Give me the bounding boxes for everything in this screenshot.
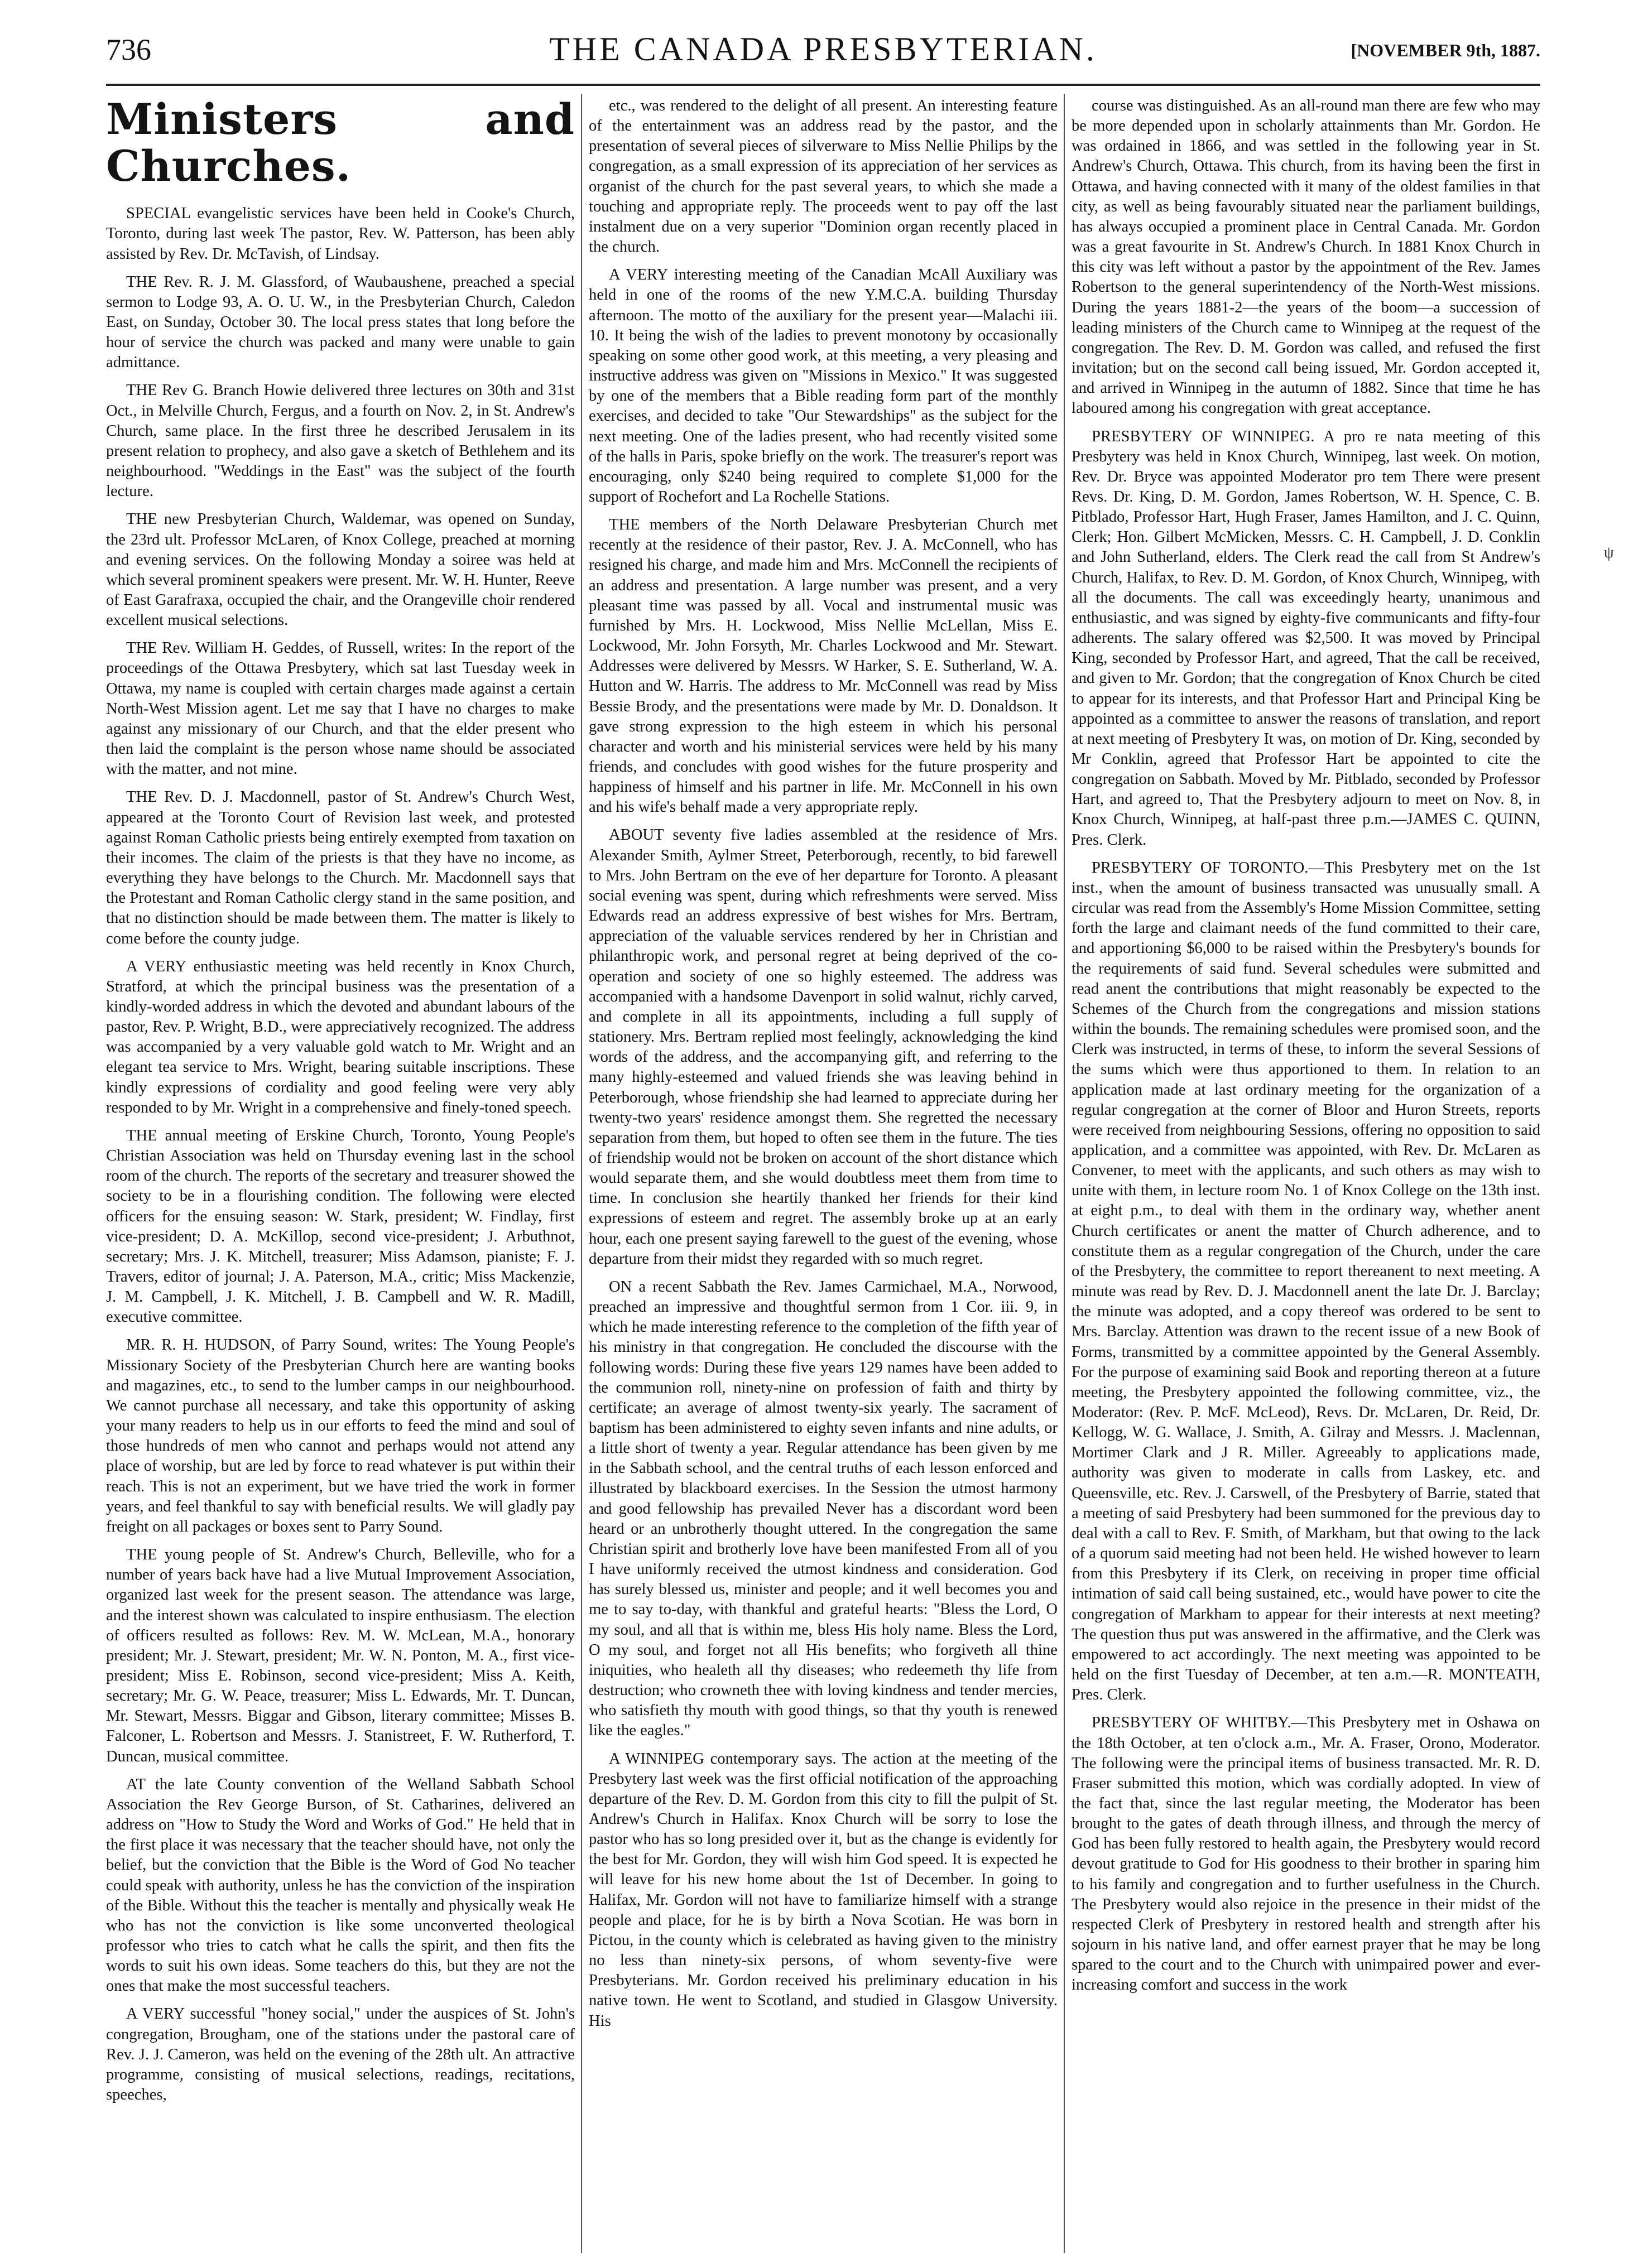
column-3 <box>1072 96 1540 2250</box>
page-number: 736 <box>106 33 151 66</box>
article-paragraph: THE young people of St. Andrew's Church, Belleville, who for a number of years back have had a live Mutual Improvement Association, organized last week for the present season. The attendance was large, and the interest shown was calculated to inspire enthusiasm. The election of officers resulted as follows: Rev. M. W. McLean, M.A., honorary president; Mr. J. Stewart, president; Mr. W. N. Ponton, M. A., first vice-president; Miss E. Robinson, second vice-president; Miss A. Keith, secretary; Mr. G. W. Peace, treasurer; Miss L. Edwards, Mr. T. Duncan, Mr. Stewart, Messrs. Biggar and Gibson, literary committee; Misses B. Falconer, L. Robertson and Messrs. J. Stanistreet, F. W. Rutherford, T. Duncan, musical committee. <box>106 1546 575 1765</box>
article-paragraph: THE annual meeting of Erskine Church, Toronto, Young People's Christian Association was held on Thursday evening last in the school room of the church. The reports of the secretary and treasurer showed the society to be in a flourishing condition. The following were elected officers for the ensuing season: W. Stark, president; W. Findlay, first vice-president; D. A. McKillop, second vice-president; J. Arbuthnot, secretary; Mrs. J. K. Mitchell, treasurer; Miss Adamson, pianiste; F. J. Travers, editor of journal; J. A. Paterson, M.A., critic; Miss Mackenzie, J. M. Campbell, J. K. Mitchell, J. B. Campbell and W. R. Madill, executive committee. <box>106 1126 575 1326</box>
article-paragraph: A VERY enthusiastic meeting was held recently in Knox Church, Stratford, at which the principal business was the presentation of a kindly-worded address in which the devoted and abundant labours of the pastor, Rev. P. Wright, B.D., were appreciatively recognized. The address was accompanied by a very valuable gold watch to Mr. Wright and an elegant tea service to Mrs. Wright, bearing suitable inscriptions. These kindly expressions of cordiality and good feeling were very ably responded to by Mr. Wright in a comprehensive and finely-toned speech. <box>106 957 575 1116</box>
article-paragraph: THE members of the North Delaware Presbyterian Church met recently at the residence of their pastor, Rev. J. A. McConnell, who has resigned his charge, and made him and Mrs. McConnell the recipients of an address and presentation. A large number was present, and a very pleasant time was passed by all. Vocal and instrumental music was furnished by Mrs. H. Lockwood, Miss Nellie McLellan, Miss E. Lockwood, Mr. John Forsyth, Mr. Charles Lockwood and Mr. Stewart. Addresses were delivered by Messrs. W Harker, S. E. Sutherland, W. A. Hutton and W. Harris. The address to Mr. McConnell was read by Miss Bessie Brody, and the presentations were made by Mr. D. Donaldson. It gave strong expression to the high esteem in which his personal character and worth and his ministerial services were held by his many friends, and concludes with good wishes for the future prosperity and happiness of himself and his partner in life. Mr. McConnell in his own and his wife's behalf made a very appropriate reply. <box>589 516 1058 816</box>
column-1-body <box>106 204 575 2105</box>
article-paragraph: SPECIAL evangelistic services have been held in Cooke's Church, Toronto, during last week The pastor, Rev. W. Patterson, has been ably assisted by Rev. Dr. McTavish, of Lindsay. <box>106 205 575 263</box>
article-paragraph: A WINNIPEG contemporary says. The action at the meeting of the Presbytery last week was the first official notification of the approaching departure of the Rev. D. M. Gordon from this city to fill the pulpit of St. Andrew's Church in Halifax. Knox Church will be sorry to lose the pastor who has so long presided over it, but as the change is evidently for the best for Mr. Gordon, they will wish him God speed. It is expected he will leave for his new home about the 1st of December. In going to Halifax, Mr. Gordon will not have to familiarize himself with a strange people and place, for he is by birth a Nova Scotian. He was born in Pictou, in the county which is celebrated as having given to the ministry no less than ninety-six persons, of whom seventy-five were Presbyterians. Mr. Gordon received his preliminary education in his native town. He went to Scotland, and studied in Glasgow University. His <box>589 1750 1058 2030</box>
article-paragraph: etc., was rendered to the delight of all present. An interesting feature of the entertainment was an address read by the pastor, and the presentation of several pieces of silverware to Miss Nellie Philips by the congregation, as a small expression of its appreciation of her services as organist of the church for the past several years, to which she made a touching and appropriate reply. The proceeds went to pay off the last instalment due on a very superior "Dominion organ recently placed in the church. <box>589 97 1058 256</box>
column-divider <box>1064 94 1065 2253</box>
article-paragraph: PRESBYTERY OF WINNIPEG. A pro re nata meeting of this Presbytery was held in Knox Church, Winnipeg, last week. On motion, Rev. Dr. Bryce was appointed Moderator pro tem There were present Revs. Dr. King, D. M. Gordon, James Robertson, W. H. Spence, C. B. Pitblado, Professor Hart, Hugh Fraser, James Hamilton, and J. C. Quinn, Clerk; Hon. Gilbert McMicken, Messrs. C. H. Campbell, J. D. Conklin and John Sutherland, elders. The Clerk read the call from St Andrew's Church, Halifax, to Rev. D. M. Gordon, of Knox Church, Winnipeg, with all the documents. The call was exceedingly hearty, unanimous and enthusiastic, and was signed by eighty-five communicants and fifty-four adherents. The salary offered was $2,500. It was moved by Principal King, seconded by Professor Hart, and agreed, That the call be received, and given to Mr. Gordon; that the congregation of Knox Church be cited to appear for its interests, and that Professor Hart and Principal King be appointed as a committee to answer the reasons of translation, and report at next meeting of Presbytery It was, on motion of Dr. King, seconded by Mr Conklin, agreed that Professor Hart be appointed to cite the congregation on Sabbath. Moved by Mr. Pitblado, seconded by Professor Hart, and agreed to, That the Presbytery adjourn to meet on Nov. 8, in Knox Church, Winnipeg, at half-past three p.m.—JAMES C. QUINN, Pres. Clerk. <box>1072 427 1540 849</box>
article-paragraph: THE new Presbyterian Church, Waldemar, was opened on Sunday, the 23rd ult. Professor McLaren, of Knox College, preached at morning and evening services. On the following Monday a soiree was held at which several prominent speakers were present. Mr. W. H. Hunter, Reeve of East Garafraxa, occupied the chair, and the Orangeville choir rendered excellent musical selections. <box>106 511 575 629</box>
article-paragraph: PRESBYTERY OF WHITBY.—This Presbytery met in Oshawa on the 18th October, at ten o'clock a.m., Mr. A. Fraser, Orono, Moderator. The following were the principal items of business transacted. Mr. R. D. Fraser submitted this motion, which was cordially adopted. In view of the fact that, since the last regular meeting, the Moderator has been brought to the gates of death through illness, and through the mercy of God has been fully restored to health again, the Presbytery would record devout gratitude to God for His goodness to their brother in sparing him to his family and congregation and to further usefulness in the Church. The Presbytery would also rejoice in the presence in their midst of the respected Clerk of Presbytery in restored health and strength after his sojourn in his native land, and offer earnest prayer that he may be long spared to the court and to the Church with unimpaired power and ever-increasing comfort and success in the work <box>1072 1714 1540 1994</box>
article-paragraph: THE Rev. William H. Geddes, of Russell, writes: In the report of the proceedings of the Ottawa Presbytery, which sat last Tuesday week in Ottawa, my name is coupled with certain charges made against a certain North-West Mission agent. Let me say that I have no charges to make against any missionary of our Church, and that the elder present who then laid the complaint is the person whose name should be associated with the matter, and not mine. <box>106 639 575 778</box>
article-paragraph: ABOUT seventy five ladies assembled at the residence of Mrs. Alexander Smith, Aylmer Street, Peterborough, recently, to bid farewell to Mrs. John Bertram on the eve of her departure for Toronto. A pleasant social evening was spent, during which refreshments were served. Miss Edwards read an address expressive of best wishes for Mrs. Bertram, appreciation of the valuable services rendered by her in Christian and philanthropic work, and personal regret at being deprived of the co-operation and society of one so highly esteemed. The address was accompanied with a handsome Davenport in solid walnut, richly carved, and complete in all its appointments, including a full supply of stationery. Mrs. Bertram replied most feelingly, acknowledging the kind words of the address, and the accompanying gift, and referring to the many highly-esteemed and valued friends she was leaving behind in Peterborough, whose friendship she had learned to appreciate during her twenty-two years' residence amongst them. She regretted the necessary separation from them, but hoped to often see them in the future. The ties of friendship would not be broken on account of the short distance which would separate them, and she would doubtless meet them from time to time. In conclusion she heartily thanked her friends for their kind expressions of esteem and regret. The assembly broke up at an early hour, each one present saying farewell to the guest of the evening, whose departure from their midst they regarded with so much regret. <box>589 826 1058 1268</box>
column-2-body <box>589 96 1058 2031</box>
newspaper-title: THE CANADA PRESBYTERIAN. <box>549 31 1097 68</box>
article-paragraph: A VERY successful "honey social," under the auspices of St. John's congregation, Brougham, one of the stations under the pastoral care of Rev. J. J. Cameron, was held on the evening of the 28th ult. An attractive programme, consisting of musical selections, readings, recitations, speeches, <box>106 2005 575 2104</box>
column-1 <box>106 96 575 2250</box>
section-title: Ministers and Churches. <box>106 96 575 191</box>
article-paragraph: THE Rev. R. J. M. Glassford, of Waubaushene, preached a special sermon to Lodge 93, A. O. U. W., in the Presbyterian Church, Caledon East, on Sunday, October 30. The local press states that long before the hour of service the church was packed and many were unable to gain admittance. <box>106 273 575 372</box>
header-rule <box>106 84 1540 86</box>
article-paragraph: ON a recent Sabbath the Rev. James Carmichael, M.A., Norwood, preached an impressive and thoughtful sermon from 1 Cor. iii. 9, in which he made interesting reference to the completion of the fifth year of his ministry in that congregation. He concluded the discourse with the following words: During these five years 129 names have been added to the communion roll, ninety-nine on profession of faith and thirty by certificate; an average of almost twenty-six yearly. The sacrament of baptism has been administered to eighty seven infants and nine adults, or a little short of twenty a year. Regular attendance has been given by me in the Sabbath school, and the central truths of each lesson enforced and illustrated by blackboard exercises. In the Session the utmost harmony and good fellowship has prevailed Never has a discordant word been heard or an unbrotherly thought uttered. In the congregation the same Christian spirit and brotherly love have been manifested From all of you I have uniformly received the utmost kindness and consideration. God has surely blessed us, minister and people; and it well becomes you and me to say to-day, with thankful and grateful hearts: "Bless the Lord, O my soul, and all that is within me, bless His holy name. Bless the Lord, O my soul, and forget not all His benefits; who forgiveth all thine iniquities, who healeth all thy diseases; who redeemeth thy life from destruction; who crowneth thee with loving kindness and tender mercies, who satisfieth thy mouth with good things, so that thy youth is renewed like the eagles." <box>589 1278 1058 1740</box>
column-2 <box>589 96 1058 2250</box>
column-divider <box>581 94 582 2253</box>
article-paragraph: THE Rev. D. J. Macdonnell, pastor of St. Andrew's Church West, appeared at the Toronto Court of Revision last week, and protested against Roman Catholic priests being entirely exempted from taxation on their incomes. The claim of the priests is that they have no income, as everything they have belongs to the Church. Mr. Macdonnell says that the Protestant and Roman Catholic clergy stand in the same position, and that no distinction should be made between them. The matter is likely to come before the county judge. <box>106 788 575 947</box>
issue-date: [NOVEMBER 9th, 1887. <box>1351 40 1540 60</box>
column-3-body <box>1072 96 1540 1996</box>
article-paragraph: THE Rev G. Branch Howie delivered three lectures on 30th and 31st Oct., in Melville Church, Fergus, and a fourth on Nov. 2, in St. Andrew's Church, same place. In the first three he described Jerusalem in its present relation to prophecy, and also gave a sketch of Bethlehem and its neighbourhood. "Weddings in the East" was the subject of the fourth lecture. <box>106 382 575 500</box>
article-paragraph: A VERY interesting meeting of the Canadian McAll Auxiliary was held in one of the rooms of the new Y.M.C.A. building Thursday afternoon. The motto of the auxiliary for the present year—Malachi iii. 10. It being the wish of the ladies to prevent monotony by occasionally speaking on some other good work, at this meeting, a very pleasing and instructive address was given on "Missions in Mexico." It was suggested by one of the members that a Bible reading form part of the monthly exercises, and decided to take "Our Stewardships" as the subject for the next meeting. One of the ladies present, who had recently visited some of the halls in Paris, spoke briefly on the work. The treasurer's report was encouraging, only $240 being required to complete $1,000 for the support of Rochefort and La Rochelle Stations. <box>589 266 1058 505</box>
margin-mark: ψ <box>1604 544 1614 561</box>
article-paragraph: MR. R. H. HUDSON, of Parry Sound, writes: The Young People's Missionary Society of the Presbyterian Church here are wanting books and magazines, etc., to send to the lumber camps in our neighbourhood. We cannot purchase all necessary, and take this opportunity of asking your many readers to help us in our efforts to feed the mind and soul of those hundreds of men who cannot and perhaps would not attend any place of worship, but are led by force to read whatever is put within their reach. This is not an experiment, but we have tried the work in former years, and feel thankful to say with beneficial results. We will gladly pay freight on all packages or boxes sent to Parry Sound. <box>106 1336 575 1535</box>
article-paragraph: AT the late County convention of the Welland Sabbath School Association the Rev George Burson, of St. Catharines, delivered an address on "How to Study the Word and Works of God." He held that in the first place it was necessary that the teacher should have, not only the belief, but the conviction that the Bible is the Word of God No teacher could speak with authority, unless he has the conviction of the inspiration of the Bible. Without this the teacher is mentally and physically weak He who has not the conviction is like some unconverted theological professor who tries to catch what he calls the spirit, and then fits the words to suit his own ideas. Some teachers do this, but they are not the ones that make the most successful teachers. <box>106 1775 575 1995</box>
page-header <box>106 28 1540 78</box>
article-paragraph: PRESBYTERY OF TORONTO.—This Presbytery met on the 1st inst., when the amount of business transacted was unusually small. A circular was read from the Assembly's Home Mission Committee, setting forth the large and claimant needs of the fund committed to their care, and apportioning $6,000 to be raised within the Presbytery's bounds for the requirements of said fund. Several schedules were submitted and read anent the contributions that might reasonably be expected to the Schemes of the Church from the congregations and mission stations within the bounds. The remaining schedules were promised soon, and the Clerk was instructed, in terms of these, to inform the several Sessions of the sums which were thus apportioned to them. In relation to an application made at last ordinary meeting for the organization of a regular congregation at the corner of Bloor and Huron Streets, reports were received from neighbouring Sessions, offering no opposition to said application, and a committee was appointed, with Rev. Dr. McLaren as Convener, to meet with the applicants, and such others as may wish to unite with them, in lecture room No. 1 of Knox College on the 13th inst. at eight p.m., to deal with them in the ordinary way, whether anent Church certificates or anent the matter of Church adherence, and to constitute them as a regular congregation of the Church, under the care of the Presbytery, the committee to report thereanent to next meeting. A minute was read by Rev. D. J. Macdonnell anent the late Dr. J. Barclay; the minute was adopted, and a copy thereof was ordered to be sent to Mrs. Barclay. Attention was drawn to the recent issue of a new Book of Forms, transmitted by a committee appointed by the General Assembly. For the purpose of examining said Book and reporting thereon at a future meeting, the Presbytery appointed the following committee, viz., the Moderator: (Rev. P. McF. McLeod), Revs. Dr. McLaren, Dr. Reid, Dr. Kellogg, W. G. Wallace, J. Smith, A. Gilray and Messrs. J. Maclennan, Mortimer Clark and J R. Miller. Agreeably to applications made, authority was given to moderate in calls from Laskey, etc. and Queensville, etc. Rev. J. Carswell, of the Presbytery of Barrie, stated that a meeting of said Presbytery had been summoned for the previous day to deal with a call to Rev. F. Smith, of Markham, but that owing to the lack of a quorum said meeting had not been held. He wished however to learn from this Presbytery if its Clerk, on receiving in proper time official intimation of said call being sustained, etc., would have power to cite the congregation of Markham to appear for their interests at next meeting? The question thus put was answered in the affirmative, and the Clerk was empowered to act accordingly. The next meeting was appointed to be held on the first Tuesday of December, at ten a.m.—R. MONTEATH, Pres. Clerk. <box>1072 859 1540 1704</box>
article-paragraph: course was distinguished. As an all-round man there are few who may be more depended upon in scholarly attainments than Mr. Gordon. He was ordained in 1866, and was settled in the following year in St. Andrew's Church, Ottawa. This church, from its having been the first in Ottawa, and having connected with it many of the oldest families in that city, as well as being favourably situated near the parliament buildings, has always occupied a prominent place in Central Canada. Mr. Gordon was a great favourite in St. Andrew's Church. In 1881 Knox Church in this city was left without a pastor by the appointment of the Rev. James Robertson to the general superintendency of the North-West missions. During the years 1881-2—the years of the boom—a succession of leading ministers of the Church came to Winnipeg at the request of the congregation. The Rev. D. M. Gordon was called, and refused the first invitation; but on the second call being issued, Mr. Gordon accepted it, and arrived in Winnipeg in the autumn of 1882. Since that time he has laboured among his congregation with great acceptance. <box>1072 97 1540 417</box>
